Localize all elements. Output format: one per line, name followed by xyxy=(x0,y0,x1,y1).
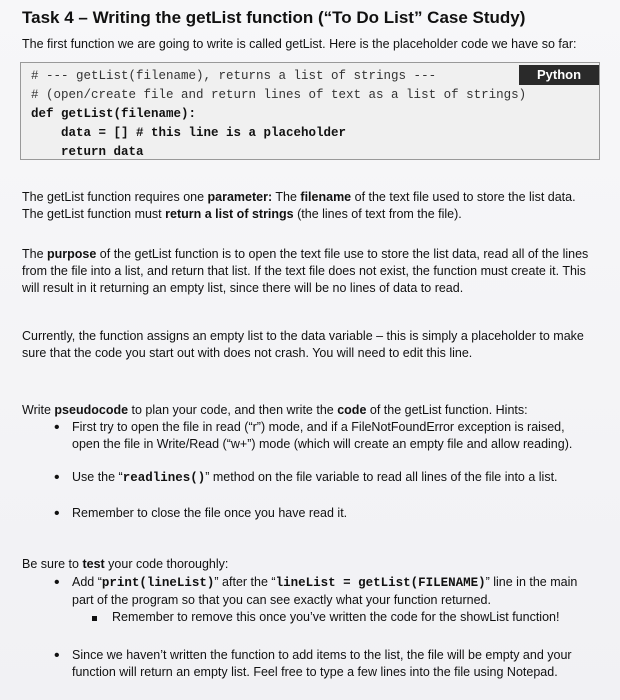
paragraph-hints-intro: Write pseudocode to plan your code, and then write the code of the getList function. Hints: xyxy=(22,403,528,417)
hint-readlines: Use the “readlines()” method on the file variable to read all lines of the file into a list. xyxy=(72,470,558,485)
code-line: def getList(filename): xyxy=(31,107,197,121)
code-line: return data xyxy=(31,145,144,159)
hint-open-file: First try to open the file in read (“r”) mode, and if a FileNotFoundError exception is raised, open the file in Write/Read (“w+”) mode (which will create an empty file and allow reading). xyxy=(72,420,573,451)
test-empty-file: Since we haven’t written the function to add items to the list, the file will be empty and your function will return an empty list. Feel free to type a few lines into the file using Notepad. xyxy=(72,648,572,679)
sub-bullet-icon xyxy=(92,616,97,621)
bullet-icon: • xyxy=(54,574,60,591)
language-badge: Python xyxy=(519,65,599,85)
code-line: # --- getList(filename), returns a list of strings --- xyxy=(31,69,437,83)
code-block xyxy=(20,62,600,160)
paragraph-purpose: The purpose of the getList function is to open the text file use to store the list data, read all of the lines from the file into a list, and return that list. If the text file does not exist, the function must create it. This will result in it returning an empty list, since there will be no lines of data to read. xyxy=(22,247,589,295)
paragraph-parameters: The getList function requires one parameter: The filename of the text file used to store the list data. The getList function must return a list of strings (the lines of text from the file). xyxy=(22,190,576,221)
code-line: data = [] # this line is a placeholder xyxy=(31,126,347,140)
test-print-linelist: Add “print(lineList)” after the “lineList = getList(FILENAME)” line in the main part of the program so that you can see exactly what your function returned. xyxy=(72,575,578,607)
hint-close-file: Remember to close the file once you have read it. xyxy=(72,506,348,520)
bullet-icon: • xyxy=(54,505,60,522)
page-title: Task 4 – Writing the getList function (“To Do List” Case Study) xyxy=(22,8,526,27)
intro-text: The first function we are going to write is called getList. Here is the placeholder code we have so far: xyxy=(22,37,577,51)
bullet-icon: • xyxy=(54,469,60,486)
code-line: # (open/create file and return lines of text as a list of strings) xyxy=(31,88,527,102)
bullet-icon: • xyxy=(54,419,60,436)
paragraph-testing-intro: Be sure to test your code thoroughly: xyxy=(22,557,229,571)
paragraph-placeholder: Currently, the function assigns an empty list to the data variable – this is simply a placeholder to make sure that the code you start out with does not crash. You will need to edit this line. xyxy=(22,329,584,360)
test-remove-print: Remember to remove this once you’ve written the code for the showList function! xyxy=(112,610,560,624)
bullet-icon: • xyxy=(54,647,60,664)
